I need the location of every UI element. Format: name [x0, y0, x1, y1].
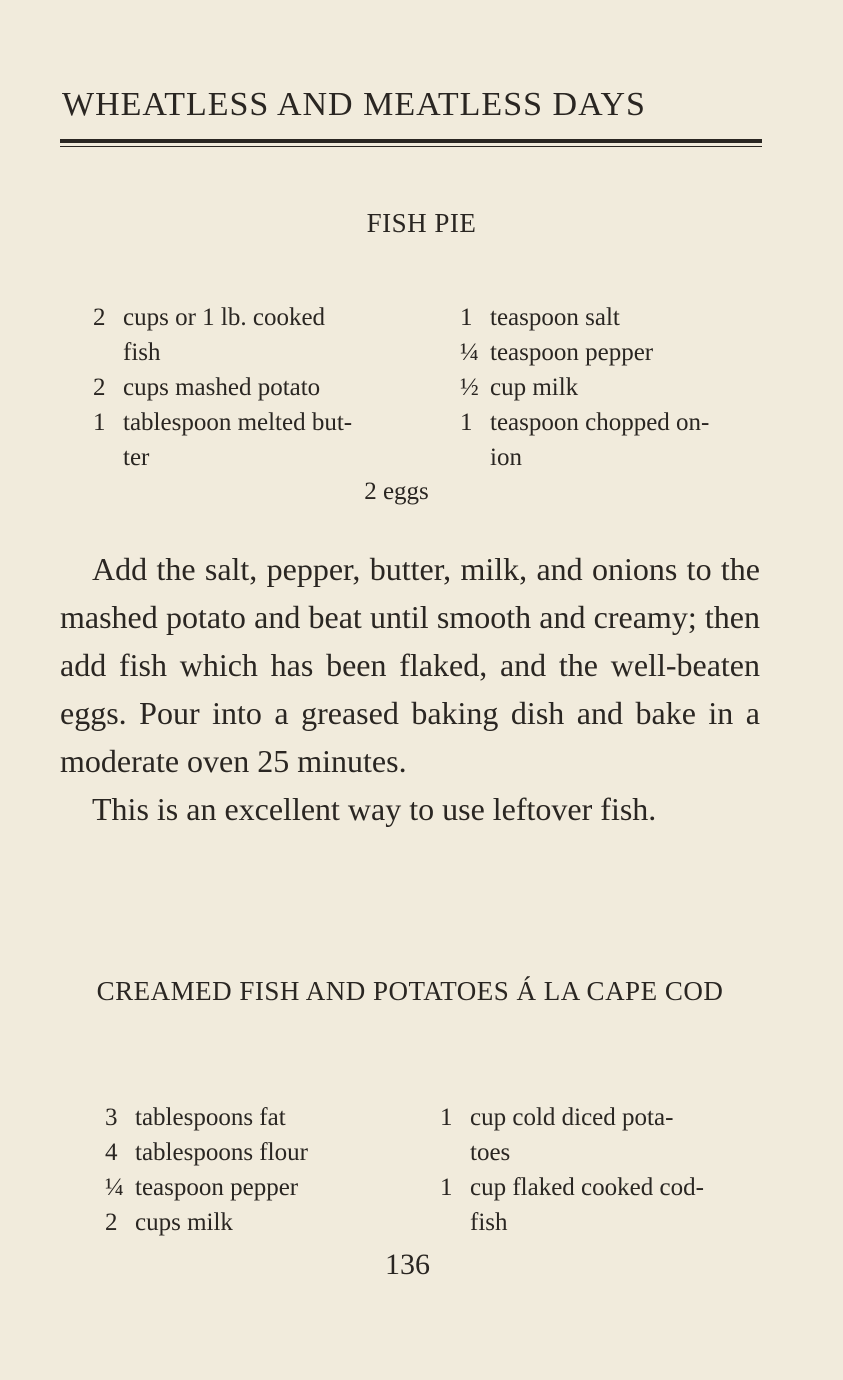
ingredient-quantity: ¼ — [460, 339, 479, 366]
ingredient-text: cups or 1 lb. cooked — [123, 304, 326, 331]
header-rule-thin — [60, 146, 762, 147]
ingredient-line — [460, 370, 770, 405]
ingredient-text: teaspoon chopped on- — [490, 409, 710, 436]
ingredient-quantity: ¼ — [105, 1174, 124, 1201]
ingredient-quantity: 1 — [440, 1174, 453, 1201]
ingredient-line — [460, 300, 770, 335]
ingredient-line — [105, 1100, 425, 1135]
ingredient-line — [105, 1135, 425, 1170]
ingredient-line — [105, 1205, 425, 1240]
ingredient-line — [440, 1170, 760, 1205]
ingredient-text: teaspoon pepper — [490, 339, 654, 366]
fish-pie-ingredients-left — [93, 300, 423, 475]
ingredient-text: teaspoon salt — [490, 304, 620, 331]
ingredient-line — [93, 405, 423, 440]
ingredient-text: tablespoon melted but- — [123, 409, 353, 436]
ingredient-text: tablespoons fat — [135, 1104, 286, 1131]
ingredient-line — [93, 300, 423, 335]
ingredient-text: tablespoons flour — [135, 1139, 308, 1166]
ingredient-line — [460, 335, 770, 370]
ingredient-line — [93, 370, 423, 405]
header-rule-thick — [60, 139, 762, 143]
ingredient-line — [440, 1100, 760, 1135]
ingredient-quantity: 1 — [440, 1104, 453, 1131]
instruction-paragraph: Add the salt, pepper, butter, milk, and onions to the mashed potato and beat until smooth and creamy; then add fish which has been flaked, and the well-beaten eggs. Pour into a greased baking dish and bake in a moderate oven 25 minutes. — [60, 551, 760, 779]
creamed-fish-ingredients-right — [440, 1100, 760, 1240]
fish-pie-center-ingredient: 2 eggs — [364, 478, 429, 505]
running-head: WHEATLESS AND MEATLESS DAYS — [62, 86, 646, 123]
ingredient-continuation: fish — [470, 1209, 508, 1236]
ingredient-continuation: toes — [470, 1139, 511, 1166]
ingredient-continuation: ter — [123, 444, 150, 471]
instruction-paragraph: This is an excellent way to use leftover fish. — [92, 791, 657, 827]
ingredient-quantity: 2 — [93, 374, 106, 401]
ingredient-quantity: ½ — [460, 374, 479, 401]
ingredient-text: cup milk — [490, 374, 579, 401]
ingredient-quantity: 1 — [460, 409, 473, 436]
ingredient-continuation: fish — [123, 339, 161, 366]
recipe-title-creamed-fish: CREAMED FISH AND POTATOES Á LA CAPE COD — [96, 976, 724, 1006]
ingredient-text: cup flaked cooked cod- — [470, 1174, 704, 1201]
ingredient-text: cup cold diced pota- — [470, 1104, 674, 1131]
ingredient-quantity: 3 — [105, 1104, 118, 1131]
ingredient-line — [460, 405, 770, 440]
fish-pie-instructions — [60, 545, 760, 833]
ingredient-quantity: 1 — [460, 304, 473, 331]
ingredient-quantity: 4 — [105, 1139, 118, 1166]
recipe-title-fish-pie: FISH PIE — [366, 208, 477, 238]
page-number: 136 — [385, 1248, 430, 1281]
ingredient-continuation: ion — [490, 444, 522, 471]
fish-pie-ingredients-right — [460, 300, 770, 475]
ingredient-text: teaspoon pepper — [135, 1174, 299, 1201]
ingredient-line — [105, 1170, 425, 1205]
ingredient-quantity: 1 — [93, 409, 106, 436]
creamed-fish-ingredients-left — [105, 1100, 425, 1240]
ingredient-text: cups mashed potato — [123, 374, 321, 401]
ingredient-text: cups milk — [135, 1209, 233, 1236]
ingredient-quantity: 2 — [105, 1209, 118, 1236]
ingredient-quantity: 2 — [93, 304, 106, 331]
